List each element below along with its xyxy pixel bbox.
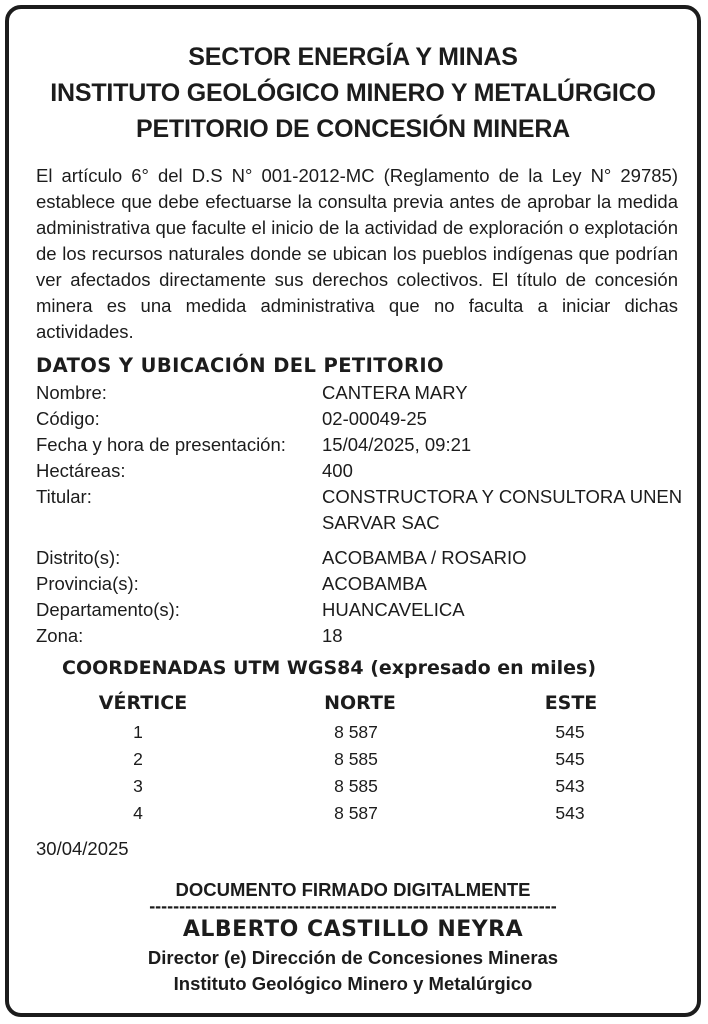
field-label: Fecha y hora de presentación: (36, 434, 286, 455)
table-cell-este: 543 (555, 803, 585, 823)
table-cell-norte: 8 585 (334, 749, 378, 769)
header-institute: INSTITUTO GEOLÓGICO MINERO Y METALÚRGICO (50, 79, 656, 107)
section-title-datos: DATOS Y UBICACIÓN DEL PETITORIO (36, 354, 445, 377)
field-label: Distrito(s): (36, 547, 121, 568)
table-cell-vertice: 3 (133, 776, 143, 796)
digital-signature-note: DOCUMENTO FIRMADO DIGITALMENTE (175, 879, 531, 900)
table-cell-vertice: 2 (133, 749, 143, 769)
field-label: Zona: (36, 625, 84, 646)
field-value: SARVAR SAC (322, 512, 440, 533)
column-header-este: ESTE (544, 692, 598, 714)
field-value: ACOBAMBA (322, 573, 427, 594)
field-value: 400 (322, 460, 353, 481)
table-cell-norte: 8 587 (334, 803, 378, 823)
column-header-norte: NORTE (324, 692, 396, 714)
table-cell-este: 545 (555, 722, 585, 742)
column-header-vertice: VÉRTICE (98, 692, 188, 714)
header-sector: SECTOR ENERGÍA Y MINAS (188, 43, 518, 71)
table-cell-este: 543 (555, 776, 585, 796)
field-value: CONSTRUCTORA Y CONSULTORA UNEN (322, 486, 683, 507)
notice-header (9, 39, 697, 147)
signer-position: Director (e) Dirección de Concesiones Mineras (147, 947, 559, 968)
header-document-type: PETITORIO DE CONCESIÓN MINERA (135, 115, 571, 143)
signer-name: ALBERTO CASTILLO NEYRA (182, 917, 524, 942)
field-label: Departamento(s): (36, 599, 180, 620)
signer-institution: Instituto Geológico Minero y Metalúrgico (173, 973, 533, 994)
notice-frame (5, 5, 701, 1017)
field-value: 18 (322, 625, 343, 646)
legal-intro-paragraph: El artículo 6° del D.S N° 001-2012-MC (Reglamento de la Ley N° 29785) establece que debe efectuarse la consulta previa antes de aprobar la medida administrativa que faculte el inicio de la actividad de exploración o explotación de los recursos naturales donde se ubican los pueblos indígenas que podrían ver afectados directamente sus derechos colectivos. El título de concesión minera es una medida administrativa que no faculta a iniciar dichas actividades. (36, 165, 678, 342)
field-label: Hectáreas: (36, 460, 126, 481)
section-title-coordenadas: COORDENADAS UTM WGS84 (expresado en miles) (62, 657, 597, 679)
table-cell-vertice: 4 (133, 803, 143, 823)
table-cell-norte: 8 587 (334, 722, 378, 742)
table-cell-vertice: 1 (133, 722, 143, 742)
table-cell-norte: 8 585 (334, 776, 378, 796)
field-value: ACOBAMBA / ROSARIO (322, 547, 527, 568)
field-label: Provincia(s): (36, 573, 139, 594)
publication-date: 30/04/2025 (36, 838, 129, 859)
field-value: CANTERA MARY (322, 382, 468, 403)
signature-line: -------------------------------------------------------------------- (149, 896, 557, 916)
field-value: 02-00049-25 (322, 408, 427, 429)
field-label: Titular: (36, 486, 92, 507)
field-value: HUANCAVELICA (322, 599, 465, 620)
field-label: Código: (36, 408, 100, 429)
table-cell-este: 545 (555, 749, 585, 769)
field-label: Nombre: (36, 382, 107, 403)
field-value: 15/04/2025, 09:21 (322, 434, 472, 455)
